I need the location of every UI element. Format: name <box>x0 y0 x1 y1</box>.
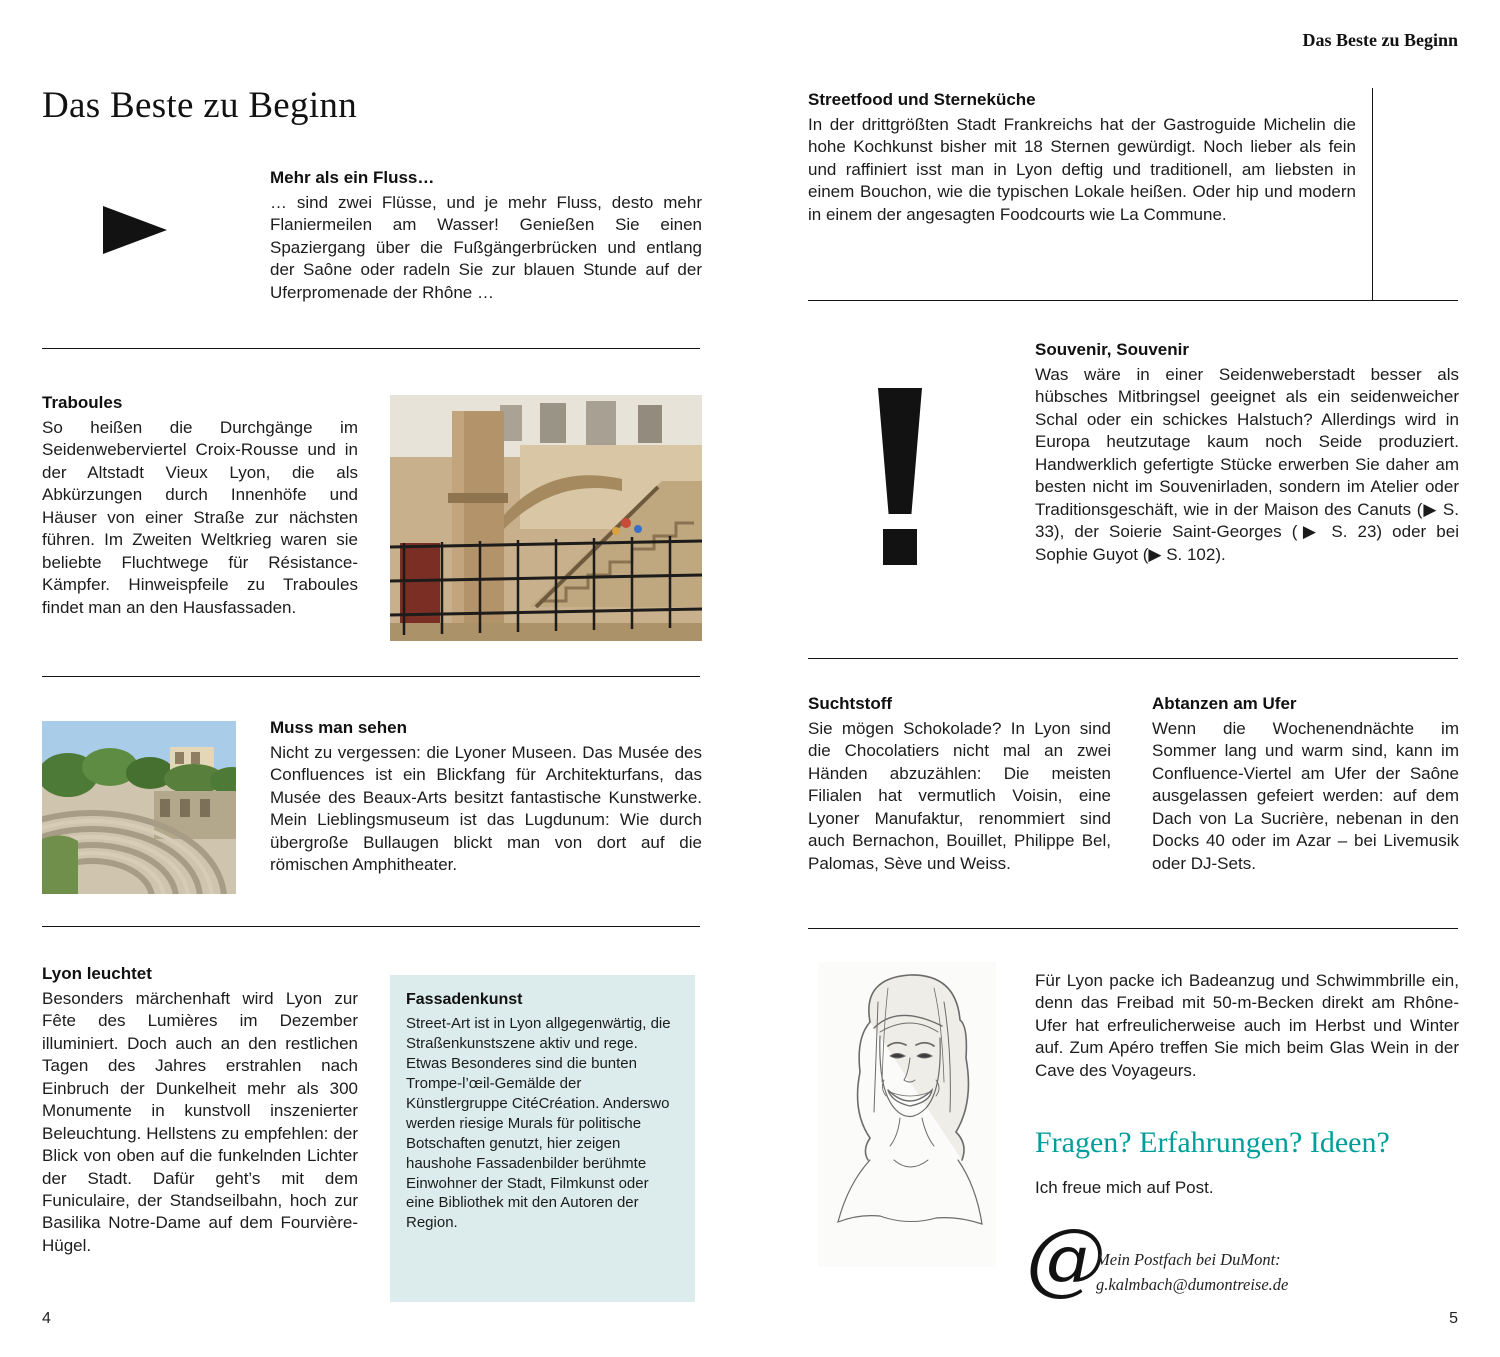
box-body: Street-Art ist in Lyon allgegenwärtig, die Straßenkunstszene aktiv und rege. Etwas Besonderes sind die bunten Trompe-l’œil-Gemälde der Künstlergruppe CitéCréation. Anderswo werden riesige Murals für politische Botschaften genutzt, hier zeigen haushohe Fassadenbilder berühmte Einwohner der Stadt, Filmkunst oder eine Bibliothek mit den Autoren der Region. <box>406 1015 671 1232</box>
divider <box>42 926 700 927</box>
section-body: So heißen die Durchgänge im Seidenweberviertel Croix-Rousse und in der Altstadt Vieux Lyon, die als Abkürzungen durch Innenhöfe und Häuser von einer Straße zur nächsten führen. Im Zweiten Weltkrieg waren sie beliebte Fluchtwege für Résistance-Kämpfer. Hinweispfeile zu Traboules findet man an den Hausfassaden. <box>42 418 358 617</box>
section-body: Was wäre in einer Seidenweberstadt besser als hübsches Mitbringsel geeignet als ein seidenweicher Schal oder ein schickes Halstuch? Allerdings wird in Europa heutzutage kaum noch Seide produziert. Handwerklich gefertigte Stücke erwerben Sie daher am besten nicht im Souvenirladen, sondern im Atelier oder Traditionsgeschäft, wie in der Maison des Canuts (▶ S. 33), der Soierie Saint-Georges (▶ S. 23) oder bei Sophie Guyot (▶ S. 102). <box>1035 365 1459 564</box>
page-title: Das Beste zu Beginn <box>42 85 357 126</box>
section-body: Wenn die Wochenendnächte im Sommer lang und warm sind, kann im Confluence-Viertel am Ufer der Saône ausgelassen gefeiert werden: auf dem Dach von La Sucrière, nebenan in den Docks 40 oder im Azar – bei Livemusik oder DJ-Sets. <box>1152 719 1459 873</box>
margin-rule <box>1372 88 1373 300</box>
contact-block <box>1096 1248 1288 1298</box>
divider <box>808 928 1458 929</box>
author-portrait <box>818 962 996 1267</box>
section-heading: Mehr als ein Fluss… <box>270 168 435 187</box>
section-heading: Lyon leuchtet <box>42 964 152 983</box>
running-head: Das Beste zu Beginn <box>1302 30 1458 50</box>
at-sign-icon: @ <box>1026 1211 1106 1304</box>
section-streetfood <box>808 90 1356 226</box>
contact-label: Mein Postfach bei DuMont: <box>1096 1250 1281 1269</box>
divider <box>808 658 1458 659</box>
traboule-photo <box>390 395 702 641</box>
page-number-left: 4 <box>42 1310 51 1327</box>
divider <box>42 676 700 677</box>
section-suchtstoff <box>808 694 1111 875</box>
section-abtanzen <box>1152 694 1459 875</box>
box-heading: Fassadenkunst <box>406 991 523 1008</box>
email-address: g.kalmbach@dumontreise.de <box>1096 1274 1289 1294</box>
section-heading: Souvenir, Souvenir <box>1035 340 1189 359</box>
amphitheater-photo <box>42 721 236 894</box>
section-body: … sind zwei Flüsse, und je mehr Fluss, desto mehr Flaniermeilen am Wasser! Genießen Sie einen Spaziergang über die Fußgängerbrücken und entlang der Saône oder radeln Sie zur blauen Stunde auf der Uferpromenade der Rhône … <box>270 193 702 302</box>
divider <box>808 300 1458 301</box>
exclamation-icon <box>878 388 922 565</box>
cta-heading: Fragen? Erfahrungen? Ideen? <box>1035 1126 1390 1159</box>
section-mehr-als-ein-fluss <box>270 168 702 304</box>
divider <box>42 348 700 349</box>
section-muss-man-sehen <box>270 718 702 877</box>
arrow-right-icon <box>103 206 167 254</box>
section-heading: Abtanzen am Ufer <box>1152 694 1297 713</box>
section-heading: Suchtstoff <box>808 694 893 713</box>
section-souvenir <box>1035 340 1459 566</box>
section-lyon-leuchtet <box>42 964 358 1257</box>
section-heading: Traboules <box>42 393 123 412</box>
section-body: Sie mögen Schokolade? In Lyon sind die Chocolatiers nicht mal an zwei Händen abzuzählen: Die meisten Filialen hat vermutlich Voisin, eine Lyoner Manufaktur, renommiert sind auch Bernachon, Bouillet, Philippe Bel, Palomas, Sève und Weiss. <box>808 719 1111 873</box>
section-heading: Streetfood und Sterneküche <box>808 90 1036 109</box>
section-heading: Muss man sehen <box>270 718 407 737</box>
author-note <box>1035 970 1459 1082</box>
fassadenkunst-box <box>390 975 695 1302</box>
section-body: Besonders märchenhaft wird Lyon zur Fête des Lumières im Dezember illuminiert. Doch auch an den restlichen Tagen des Jahres erstrahlen nach Einbruch der Dunkelheit mehr als 300 Monumente in kunstvoll inszenierter Beleuchtung. Hellstens zu empfehlen: der Blick von oben auf die funkelnden Lichter der Stadt. Dafür geht’s mit dem Funiculaire, der Standseilbahn, hoch zur Basilika Notre-Dame auf dem Fourvière-Hügel. <box>42 989 358 1255</box>
post-line: Ich freue mich auf Post. <box>1035 1178 1214 1197</box>
page-number-right: 5 <box>1449 1310 1458 1327</box>
author-note-body: Für Lyon packe ich Badeanzug und Schwimmbrille ein, denn das Freibad mit 50-m-Becken direkt am Rhône-Ufer hat erfreulicherweise auch im Herbst und Winter auf. Zum Apéro treffen Sie mich beim Glas Wein in der Cave des Voyageurs. <box>1035 971 1459 1080</box>
section-body: In der drittgrößten Stadt Frankreichs hat der Gastroguide Michelin die hohe Kochkunst bisher mit 18 Sternen gewürdigt. Noch lieber als fein und raffiniert isst man in Lyon deftig und traditionell, am liebsten in einem Bouchon, wie die typischen Lokale heißen. Oder hip und modern in einem der angesagten Foodcourts wie La Commune. <box>808 115 1356 224</box>
section-traboules <box>42 393 358 619</box>
section-body: Nicht zu vergessen: die Lyoner Museen. Das Musée des Confluences ist ein Blickfang für Architekturfans, das Musée des Beaux-Arts besitzt fantastische Kunstwerke. Mein Lieblingsmuseum ist das Lugdunum: Wie durch übergroße Bullaugen blickt man von dort auf die römischen Amphitheater. <box>270 743 702 875</box>
